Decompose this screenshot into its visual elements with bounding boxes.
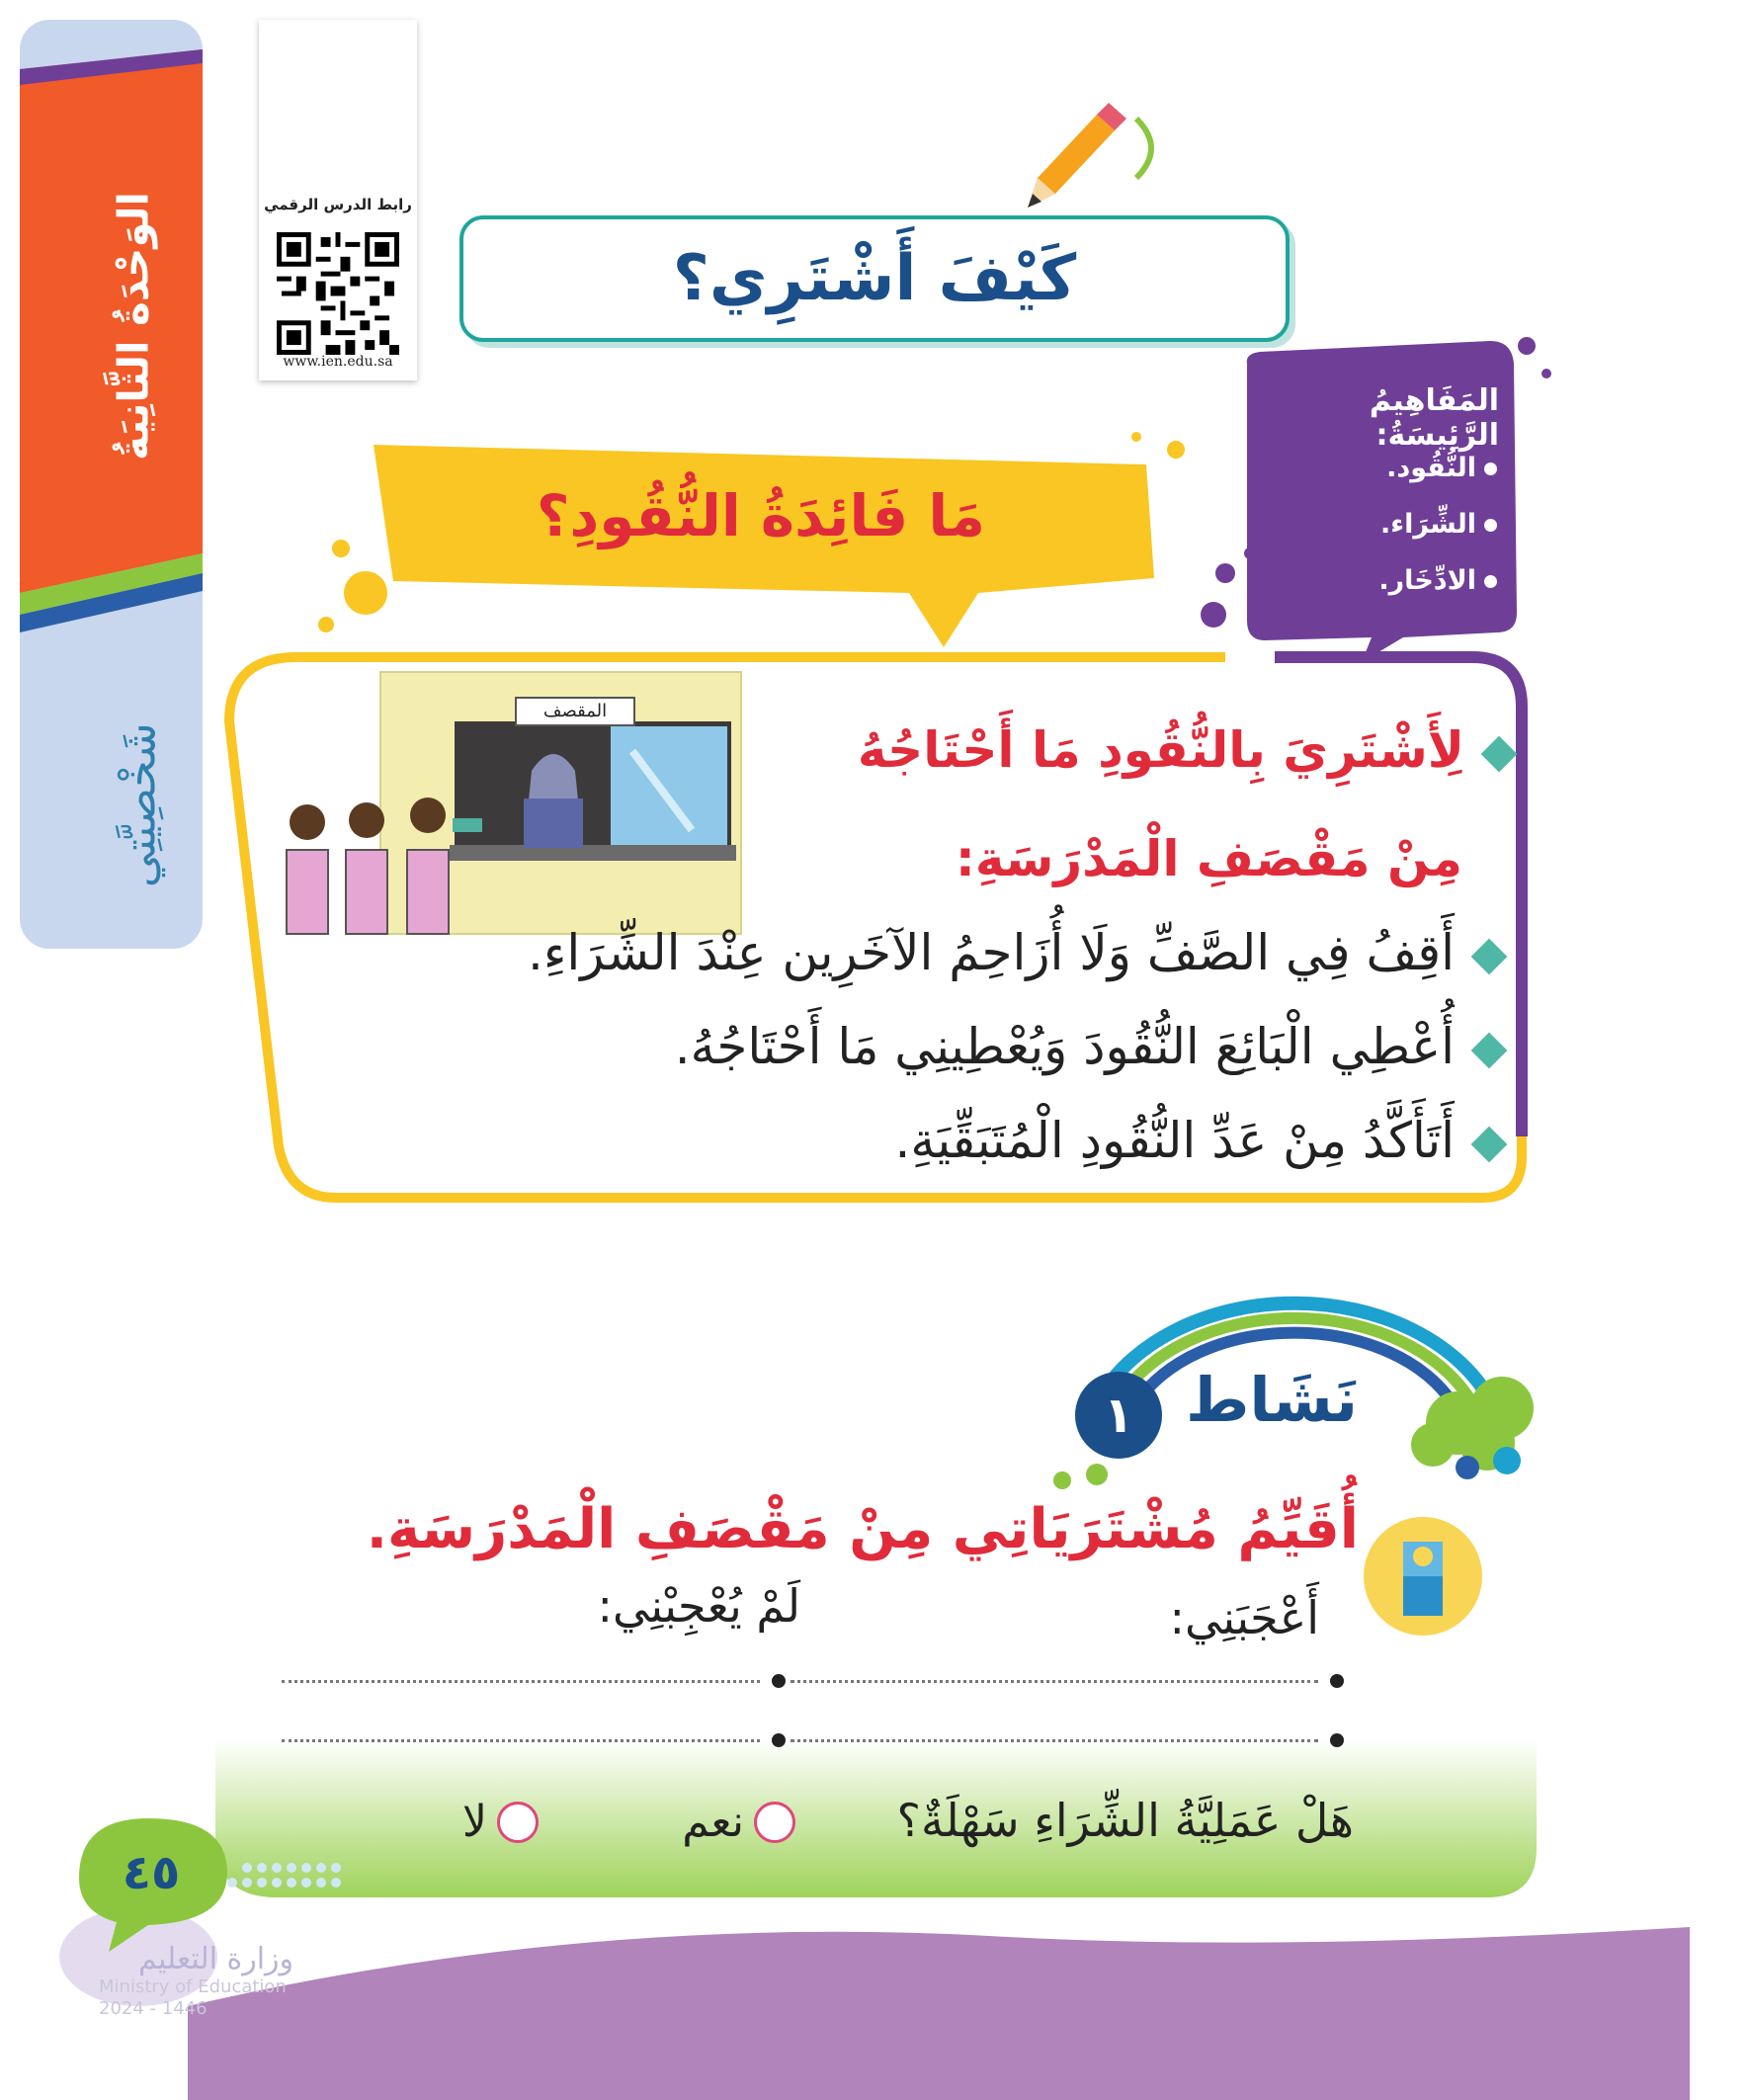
yellow-dot: [1131, 432, 1141, 442]
option-no[interactable]: [462, 1797, 539, 1847]
option-yes-label: نعم: [682, 1797, 744, 1847]
intro-line-1: لِأَشْتَرِيَ بِالنُّقُودِ مَا أَحْتَاجُهُ: [857, 721, 1464, 779]
canteen-illustration: [287, 672, 741, 934]
disliked-label: لَمْ يُعْجِبْنِي:: [597, 1579, 800, 1633]
bullet-dot-icon: [1330, 1733, 1344, 1747]
step-bullet: [385, 1018, 1502, 1075]
section-banner: مَا فَائِدَةُ النُّقُودِ؟: [536, 482, 986, 549]
liked-answer-line-2[interactable]: [791, 1720, 1344, 1759]
purple-dot: [1201, 602, 1226, 628]
pencil-icon: [1028, 103, 1126, 208]
diamond-bullet-icon: [1471, 938, 1508, 974]
yes-no-question: هَلْ عَمَلِيَّةُ الشِّرَاءِ سَهْلَةٌ؟: [896, 1794, 1354, 1847]
canteen-sign: المقصف: [542, 701, 608, 721]
step-text: أُعْطِي الْبَائِعَ النُّقُودَ وَيُعْطِينِي مَا أَحْتَاجُهُ.: [674, 1018, 1455, 1075]
puzzle-icon: [1364, 1517, 1482, 1636]
key-concept-item: [1275, 565, 1497, 596]
key-concept-item: [1275, 453, 1497, 483]
unit-label: الوَحْدَةُ الثَّانِيَةُ: [109, 192, 158, 461]
bullet-dot-icon: [1484, 519, 1497, 532]
step-bullet: [385, 1112, 1502, 1169]
bullet-dot-icon: [1330, 1674, 1344, 1688]
edition-year: 2024 - 1446: [99, 1998, 208, 2019]
radio-yes[interactable]: [754, 1802, 795, 1843]
qr-card[interactable]: [259, 20, 417, 380]
qr-caption: رابط الدرس الرقمي: [264, 196, 412, 213]
diamond-bullet-icon: [1471, 1126, 1508, 1162]
yellow-dot: [1167, 441, 1185, 459]
diamond-bullet-icon: [1481, 735, 1518, 772]
purple-dot: [1244, 547, 1256, 559]
bottom-wave: [188, 1927, 1690, 2100]
purple-dot: [1518, 337, 1536, 355]
activity-task: أُقَيِّمُ مُشْتَرَيَاتِي مِنْ مَقْصَفِ الْمَدْرَسَةِ.: [366, 1497, 1359, 1561]
dotted-line: [791, 1739, 1318, 1742]
step-text: أَقِفُ فِي الصَّفِّ وَلَا أُزَاحِمُ الآخَرِين عِنْدَ الشِّرَاءِ.: [527, 924, 1455, 981]
key-concept-text: الشِّرَاء.: [1380, 509, 1476, 540]
unit-subject: شَخْصِيَّتِي: [115, 722, 166, 888]
yellow-dot: [332, 540, 350, 557]
purple-dot: [1541, 369, 1551, 378]
yellow-dot: [344, 571, 387, 615]
ministry-name-en: Ministry of Education: [99, 1976, 287, 1997]
dotted-line: [282, 1680, 760, 1683]
bullet-dot-icon: [772, 1674, 786, 1688]
purple-dot: [1215, 563, 1235, 583]
qr-url[interactable]: www.ien.edu.sa: [283, 354, 393, 370]
key-concept-text: الادِّخَار.: [1378, 565, 1476, 596]
step-text: أَتَأَكَّدُ مِنْ عَدِّ النُّقُودِ الْمُتَبَقِّيَةِ.: [894, 1112, 1455, 1169]
lesson-title: كَيْفَ أَشْتَرِي؟: [672, 242, 1077, 315]
liked-label: أَعْجَبَنِي:: [1169, 1591, 1319, 1644]
lesson-title-box: [459, 215, 1290, 342]
key-concept-text: النُّقُود.: [1386, 453, 1476, 483]
intro-line-2: مِنْ مَقْصَفِ الْمَدْرَسَةِ:: [955, 830, 1462, 887]
bullet-dot-icon: [1484, 575, 1497, 588]
liked-answer-line-1[interactable]: [791, 1660, 1344, 1700]
ministry-name-ar: وزارة التعليم: [138, 1942, 294, 1976]
key-concepts-title: المَفَاهِيمُ الرَّئِيسَةُ:: [1369, 383, 1499, 453]
leaf-swirl: [1136, 119, 1151, 178]
diamond-bullet-icon: [1471, 1032, 1508, 1068]
radio-no[interactable]: [497, 1802, 539, 1843]
qr-code-icon[interactable]: [277, 232, 399, 355]
activity-number: ١: [1075, 1372, 1162, 1459]
yellow-dot: [318, 617, 334, 632]
disliked-answer-line-2[interactable]: [282, 1720, 786, 1759]
option-no-label: لا: [461, 1797, 487, 1847]
option-yes[interactable]: [682, 1797, 795, 1847]
key-concept-item: [1275, 509, 1497, 540]
page-number: ٤٥: [122, 1845, 181, 1900]
intro-bullet: [395, 721, 1512, 779]
activity-label: نَشَاط: [1186, 1364, 1359, 1436]
disliked-answer-line-1[interactable]: [282, 1660, 786, 1700]
step-bullet: [385, 924, 1502, 981]
bullet-dot-icon: [1484, 462, 1497, 475]
bullet-dot-icon: [772, 1733, 786, 1747]
dotted-line: [282, 1739, 760, 1742]
dotted-line: [791, 1680, 1318, 1683]
